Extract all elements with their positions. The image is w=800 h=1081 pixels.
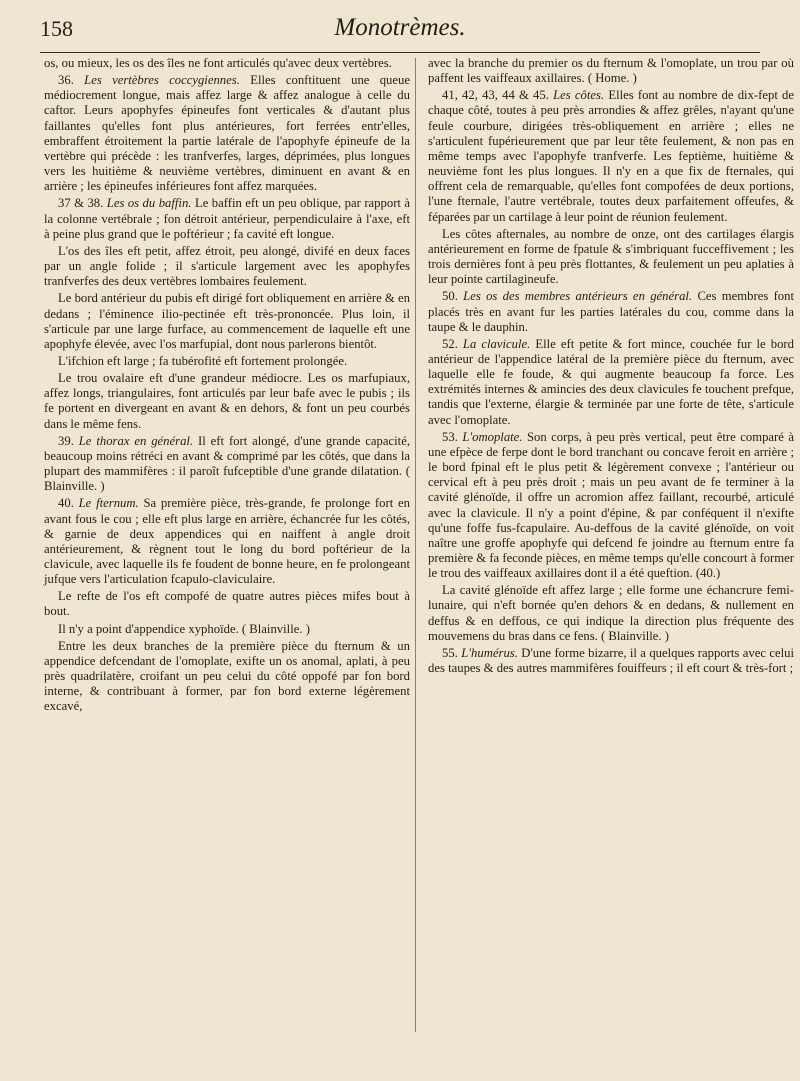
section-number: 39. — [58, 433, 74, 448]
section-title: Les vertèbres coccygiennes. — [84, 73, 240, 88]
paragraph — [428, 88, 794, 224]
paragraph — [44, 244, 410, 289]
page-header — [40, 14, 760, 48]
right-column — [428, 56, 794, 678]
paragraph-text: Le baffin eft un peu oblique, par rapport à la colonne vertébrale ; fon détroit antérieur, perpendiculaire à l'axe, eft à peine plus grand que le poftérieur ; fa cavité eft longue. — [44, 196, 411, 241]
section-title: Les os du baffin. — [106, 196, 192, 211]
paragraph-text: Le trou ovalaire eft d'une grandeur médiocre. Les os marfupiaux, affez longs, triangulaires, font articulés par leur bafe avec le pubis ; ils fe portent en divergeant en avant & en dehors, & font un peu courbés dans le même fens. — [44, 371, 410, 431]
paragraph-text: D'une forme bizarre, il a quelques rapports avec celui des taupes & des autres mammifères fouiffeurs ; il eft court & très-fort ; — [428, 645, 795, 676]
paragraph-text: Ces membres font placés très en avant fur les parties latérales du cou, comme dans la taupe & le dauphin. — [428, 289, 795, 334]
paragraph-text: os, ou mieux, les os des îles ne font articulés qu'avec deux vertèbres. — [44, 56, 392, 70]
page-number: 158 — [40, 16, 73, 41]
section-title: L'humérus. — [461, 645, 518, 660]
section-number: 50. — [442, 289, 458, 304]
paragraph-text: Il n'y a point d'appendice xyphoïde. ( Blainville. ) — [58, 621, 310, 636]
paragraph — [44, 56, 410, 71]
section-title: L'omoplate. — [462, 429, 523, 444]
paragraph-text: L'os des îles eft petit, affez étroit, peu alongé, divifé en deux faces par un angle folide ; il s'articule largement avec les apophyfes tranfverfes des deux vertèbres lombaires feulement. — [44, 243, 410, 289]
paragraph — [44, 622, 410, 637]
paragraph-text: Elles font au nombre de dix-fept de chaque côté, toutes à peu près arrondies & affez grêles, n'ayant qu'une feule courbure, dirigées très-obliquement en arrière ; elles ne s'articulent fupérieurement que par leur tête feulement, & non pas en même temps avec l'apophyfe tranfverfe. Les feptième, huitième & neuvième font les plus longues. Il n'y en a que fix de fternales, qui offrent cela de remarquable, qu'elles font compofées de deux portions, l'une fternale, l'autre vertébrale, toutes deux parfaitement offeufes, & féparées par un cartilage à leur point de réunion feulement. — [428, 88, 795, 224]
paragraph — [44, 291, 410, 352]
paragraph — [44, 434, 410, 495]
paragraph-text: Le refte de l'os eft compofé de quatre autres pièces mifes bout à bout. — [44, 589, 410, 619]
paragraph-text: Sa première pièce, très-grande, fe prolonge fort en avant fous le cou ; elle eft plus large en arrière, échancrée fur les côtés, & garnie de deux appendices qui en naiffent à angle droit antérieurement, & règnent tout le long du bord poftérieur de la clavicule, avec laquelle ils fe foudent de bonne heure, en fe prolongeant jufque vers l'articulation fcapulo-claviculaire. — [44, 496, 410, 587]
paragraph — [44, 639, 410, 715]
paragraph — [44, 589, 410, 619]
paragraph — [44, 496, 410, 587]
paragraph-text: L'ifchion eft large ; fa tubérofité eft fortement prolongée. — [58, 353, 348, 368]
section-title: Le fternum. — [78, 496, 139, 511]
paragraph-text: Elles conftituent une queue médiocrement longue, mais affez large & affez analogue à celle du caftor. Leurs apophyfes épineufes font verticales & d'autant plus faillantes qu'elles font plus antérieures, fort ferrées entr'elles, embraffent étroitement la partie latérale de l'apophyfe épineufe de la vertèbre qui précède : les tranfverfes, larges, déprimées, plus longues vers les huitième & neuvième vertèbres, diminuent en avant & en arrière ; les épineufes inférieures font affez marquées. — [44, 73, 410, 194]
header-rule — [40, 52, 760, 53]
paragraph-text: Les côtes afternales, au nombre de onze, ont des cartilages élargis antérieurement en forme de fpatule & s'imbriquant fucceffivement ; les trois dernières font à peu près flottantes, & feulement un peu aplaties à leur pointe cartilagineufe. — [428, 226, 794, 287]
paragraph — [428, 583, 794, 644]
column-divider — [415, 58, 416, 1032]
running-title: Monotrèmes. — [334, 14, 466, 41]
paragraph-text: La cavité glénoïde eft affez large ; elle forme une échancrure femi-lunaire, qui n'eft bornée qu'en dehors & en dedans, & nullement en deffus & en deffous, ce qui indique la direction plus fréquente des mouvemens du bras dans ce fens. ( Blainville. ) — [428, 583, 794, 643]
paragraph — [44, 73, 410, 194]
paragraph-text: Entre les deux branches de la première pièce du fternum & un appendice defcendant de l'omoplate, exifte un os anomal, aplati, à peu près quadrilatère, croifant un peu celui du côté oppofé par fon bord interne, & contribuant à former, par fon bord externe légèrement excavé, — [44, 638, 410, 714]
section-number: 41, 42, 43, 44 & 45. — [442, 88, 549, 103]
paragraph — [44, 196, 410, 241]
section-number: 40. — [58, 496, 74, 511]
section-number: 55. — [442, 645, 458, 660]
paragraph — [428, 289, 794, 334]
paragraph-text: Il eft fort alongé, d'une grande capacité, beaucoup moins rétréci en avant & comprimé par les côtés, que dans la plupart des mammifères : il paroît fufceptible d'une grande dilatation. ( Blainville. ) — [44, 433, 410, 494]
section-number: 37 & 38. — [58, 196, 104, 211]
paragraph — [428, 646, 794, 676]
paragraph — [428, 337, 794, 428]
left-column — [44, 56, 410, 717]
paragraph — [428, 430, 794, 582]
paragraph — [428, 227, 794, 288]
section-number: 36. — [58, 73, 74, 88]
paragraph-text: Elle eft petite & fort mince, couchée fur le bord antérieur de l'appendice latéral de la première pièce du fternum, avec laquelle elle fe foude, & qui augmente beaucoup fa force. Les extrémités internes & amincies des deux clavicules fe touchent prefque, tandis que l'externe, élargie & terminée par une forte de tête, s'articule avec l'omoplate. — [428, 336, 795, 427]
section-number: 52. — [442, 336, 458, 351]
paragraph — [428, 56, 794, 86]
section-title: La clavicule. — [462, 336, 531, 351]
section-title: Les côtes. — [553, 88, 605, 103]
paragraph-text: Son corps, à peu près vertical, peut être comparé à une efpèce de ferpe dont le bord tranchant ou concave feroit en arrière ; le bord fpinal eft le plus petit & légèrement convexe ; l'antérieur ou cervical eft à peu près droit ; mais un peu avant de fe terminer à la cavité glénoïde, il offre un acromion affez faillant, recourbé, articulé avec la clavicule. Il n'y a point d'épine, & par conféquent il n'exifte qu'une foffe fus-fcapulaire. Au-deffous de la cavité glénoïde, on voit naître une groffe apophyfe qui defcend fe joindre au fternum entre fa première & fa feconde pièces, en même temps qu'elle concourt à former le trou des vaiffeaux axillaires dont il a été queftion. (40.) — [428, 429, 795, 581]
paragraph — [44, 371, 410, 432]
paragraph-text: avec la branche du premier os du fternum & l'omoplate, un trou par où paffent les vaiffeaux axillaires. ( Home. ) — [428, 56, 794, 86]
section-number: 53. — [442, 429, 458, 444]
paragraph — [44, 354, 410, 369]
section-title: Les os des membres antérieurs en général. — [463, 289, 693, 304]
paragraph-text: Le bord antérieur du pubis eft dirigé fort obliquement en arrière & en dedans ; l'éminence ilio-pectinée eft très-prononcée. Plus loin, il s'articule par une large furface, au commencement de laquelle eft une apophyfe élevée, avec l'os marfupial, dont nous parlerons bientôt. — [44, 291, 410, 351]
section-title: Le thorax en général. — [78, 433, 194, 448]
